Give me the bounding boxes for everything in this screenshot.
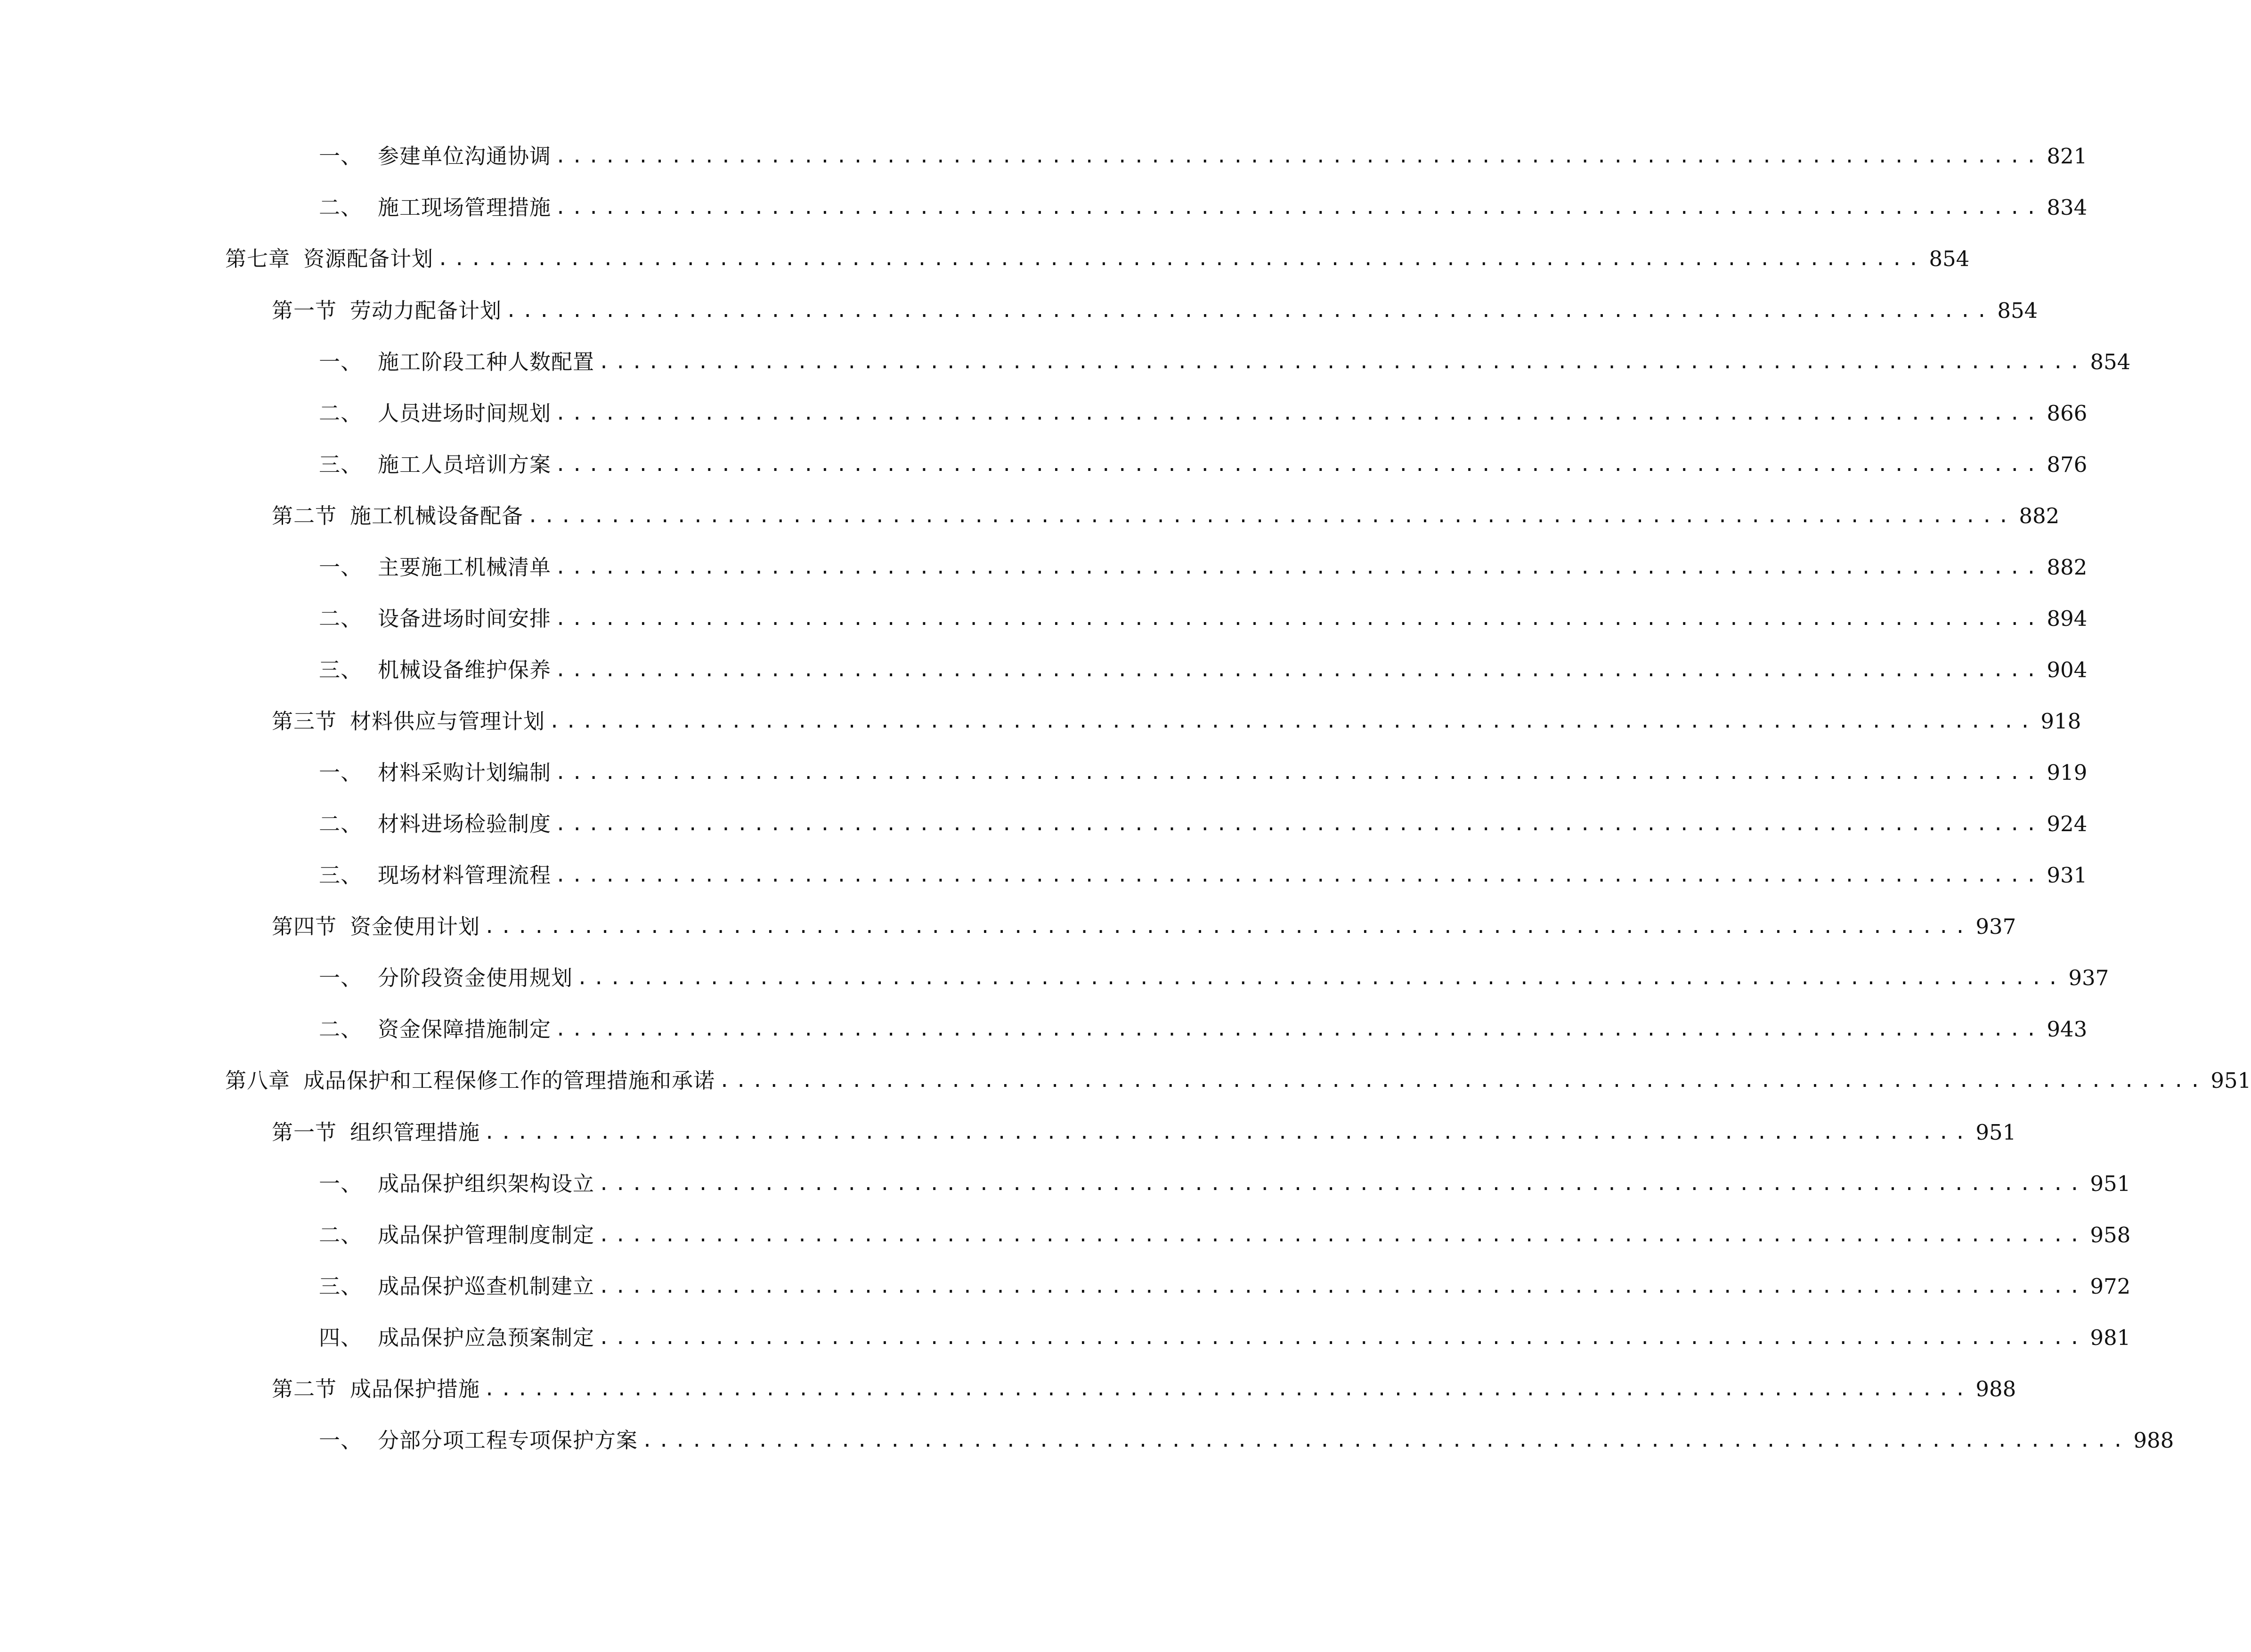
toc-entry-page: 876	[2047, 452, 2088, 477]
toc-entry-number: 三、	[319, 1274, 363, 1299]
toc-entry-title: 施工人员培训方案	[378, 452, 552, 477]
toc-entry-title: 成品保护组织架构设立	[378, 1171, 595, 1196]
dot-leader: ..........................................................................................	[555, 762, 2042, 784]
dot-leader: ..........................................................................................	[719, 1070, 2206, 1092]
toc-entry[interactable]	[319, 1216, 2131, 1254]
toc-entry-number: 第八章	[225, 1068, 291, 1093]
toc-entry-title: 资金保障措施制定	[378, 1017, 552, 1042]
dot-leader: ..........................................................................................	[484, 916, 1971, 938]
toc-entry[interactable]	[319, 395, 2088, 432]
toc-entry-page: 981	[2090, 1325, 2131, 1350]
toc-entry-page: 988	[1975, 1377, 2016, 1401]
toc-entry-title: 成品保护应急预案制定	[378, 1325, 595, 1350]
toc-entry[interactable]	[319, 446, 2088, 484]
toc-entry-title: 成品保护和工程保修工作的管理措施和承诺	[303, 1068, 715, 1093]
toc-entry-title: 成品保护措施	[350, 1377, 480, 1401]
toc-entry[interactable]	[272, 497, 2060, 535]
dot-leader: ..........................................................................................	[555, 557, 2042, 578]
toc-entry[interactable]	[272, 1370, 2016, 1408]
dot-leader: ..........................................................................................	[555, 1019, 2042, 1040]
toc-entry-title: 分部分项工程专项保护方案	[378, 1428, 638, 1453]
toc-entry-page: 854	[2090, 349, 2131, 374]
toc-entry[interactable]	[319, 1319, 2131, 1357]
toc-entry-title: 材料进场检验制度	[378, 811, 552, 836]
toc-entry[interactable]	[319, 805, 2088, 843]
toc-entry-page: 972	[2090, 1274, 2131, 1299]
dot-leader: ..........................................................................................	[505, 300, 1993, 322]
toc-entry-page: 834	[2047, 195, 2088, 220]
toc-entry[interactable]	[319, 1422, 2174, 1459]
toc-entry-page: 937	[1975, 914, 2016, 939]
dot-leader: ..........................................................................................	[555, 813, 2042, 835]
dot-leader: ..........................................................................................	[598, 1327, 2086, 1349]
toc-entry-page: 854	[1997, 298, 2038, 323]
dot-leader: ..........................................................................................	[555, 608, 2042, 630]
toc-entry-number: 一、	[319, 1171, 363, 1196]
toc-entry-number: 一、	[319, 144, 363, 169]
toc-entry-page: 988	[2133, 1428, 2174, 1453]
dot-leader: ..........................................................................................	[527, 505, 2015, 527]
toc-entry-number: 第一节	[272, 1120, 337, 1145]
toc-entry-number: 三、	[319, 452, 363, 477]
toc-entry-page: 866	[2047, 401, 2088, 426]
toc-entry[interactable]	[319, 600, 2088, 638]
dot-leader: ..........................................................................................	[577, 967, 2064, 989]
toc-entry-number: 第二节	[272, 503, 337, 528]
toc-entry-title: 资源配备计划	[303, 246, 434, 271]
toc-entry-number: 一、	[319, 1428, 363, 1453]
toc-entry-page: 937	[2068, 965, 2109, 990]
toc-entry-number: 二、	[319, 401, 363, 426]
toc-entry-number: 第七章	[225, 246, 291, 271]
toc-entry-title: 机械设备维护保养	[378, 657, 552, 682]
toc-entry[interactable]	[272, 1114, 2016, 1151]
toc-entry-page: 882	[2047, 555, 2088, 580]
toc-entry-page: 821	[2047, 144, 2088, 169]
toc-entry[interactable]	[272, 703, 2081, 740]
toc-entry[interactable]	[319, 959, 2109, 997]
toc-entry-title: 成品保护巡查机制建立	[378, 1274, 595, 1299]
toc-entry-number: 二、	[319, 1017, 363, 1042]
toc-entry-title: 材料供应与管理计划	[350, 709, 545, 734]
toc-entry-page: 958	[2090, 1223, 2131, 1247]
dot-leader: ..........................................................................................	[555, 454, 2042, 476]
dot-leader: ..........................................................................................	[598, 1224, 2086, 1246]
toc-entry-page: 918	[2040, 709, 2081, 734]
toc-entry-title: 施工阶段工种人数配置	[378, 349, 595, 374]
dot-leader: ..........................................................................................	[642, 1430, 2129, 1451]
dot-leader: ..........................................................................................	[555, 146, 2042, 167]
toc-entry[interactable]	[319, 189, 2088, 227]
dot-leader: ..........................................................................................	[555, 403, 2042, 424]
toc-entry-page: 924	[2047, 811, 2088, 836]
dot-leader: ..........................................................................................	[555, 865, 2042, 886]
dot-leader: ..........................................................................................	[598, 351, 2086, 373]
toc-entry-title: 设备进场时间安排	[378, 606, 552, 631]
toc-entry-page: 919	[2047, 760, 2088, 785]
toc-entry[interactable]	[225, 240, 1970, 278]
dot-leader: ..........................................................................................	[484, 1378, 1971, 1400]
toc-entry-number: 二、	[319, 811, 363, 836]
toc-entry-page: 904	[2047, 657, 2088, 682]
toc-entry-page: 951	[1975, 1120, 2016, 1145]
dot-leader: ..........................................................................................	[437, 248, 1925, 270]
toc-entry-page: 951	[2090, 1171, 2131, 1196]
toc-entry-number: 二、	[319, 195, 363, 220]
toc-entry-title: 参建单位沟通协调	[378, 144, 552, 169]
toc-entry[interactable]	[319, 754, 2088, 792]
toc-entry[interactable]	[319, 343, 2131, 381]
toc-entry-page: 882	[2019, 503, 2060, 528]
toc-entry-page: 894	[2047, 606, 2088, 631]
toc-entry-page: 951	[2210, 1068, 2251, 1093]
toc-entry[interactable]	[319, 138, 2088, 175]
dot-leader: ..........................................................................................	[555, 659, 2042, 681]
toc-entry-title: 人员进场时间规划	[378, 401, 552, 426]
toc-entry-number: 一、	[319, 965, 363, 990]
toc-entry[interactable]	[319, 1011, 2088, 1048]
toc-entry-title: 现场材料管理流程	[378, 863, 552, 888]
toc-entry[interactable]	[319, 1165, 2131, 1203]
toc-entry[interactable]	[319, 857, 2088, 894]
toc-entry-title: 劳动力配备计划	[350, 298, 502, 323]
dot-leader: ..........................................................................................	[549, 711, 2036, 732]
toc-entry-title: 材料采购计划编制	[378, 760, 552, 785]
toc-entry-page: 854	[1929, 246, 1970, 271]
toc-entry-title: 成品保护管理制度制定	[378, 1223, 595, 1247]
toc-entry-page: 943	[2047, 1017, 2088, 1042]
toc-entry-title: 施工机械设备配备	[350, 503, 524, 528]
toc-entry[interactable]	[319, 651, 2088, 689]
dot-leader: ..........................................................................................	[598, 1276, 2086, 1297]
toc-entry-number: 第一节	[272, 298, 337, 323]
toc-entry-number: 二、	[319, 1223, 363, 1247]
toc-entry[interactable]	[319, 549, 2088, 586]
toc-entry-title: 分阶段资金使用规划	[378, 965, 573, 990]
toc-entry-number: 第四节	[272, 914, 337, 939]
toc-entry[interactable]	[319, 1268, 2131, 1305]
toc-entry-number: 一、	[319, 349, 363, 374]
toc-entry-title: 组织管理措施	[350, 1120, 480, 1145]
toc-entry-number: 第三节	[272, 709, 337, 734]
dot-leader: ..........................................................................................	[555, 197, 2042, 219]
toc-entry-number: 四、	[319, 1325, 363, 1350]
toc-entry-number: 三、	[319, 863, 363, 888]
toc-entry-number: 二、	[319, 606, 363, 631]
toc-entry-number: 一、	[319, 760, 363, 785]
toc-entry-title: 资金使用计划	[350, 914, 480, 939]
toc-entry-number: 一、	[319, 555, 363, 580]
toc-entry-page: 931	[2047, 863, 2088, 888]
toc-entry-title: 施工现场管理措施	[378, 195, 552, 220]
toc-entry[interactable]	[225, 1062, 2251, 1100]
toc-entry-number: 三、	[319, 657, 363, 682]
toc-entry-title: 主要施工机械清单	[378, 555, 552, 580]
dot-leader: ..........................................................................................	[484, 1122, 1971, 1143]
dot-leader: ..........................................................................................	[598, 1173, 2086, 1195]
toc-entry[interactable]	[272, 292, 2038, 330]
toc-entry[interactable]	[272, 908, 2016, 946]
toc-entry-number: 第二节	[272, 1377, 337, 1401]
